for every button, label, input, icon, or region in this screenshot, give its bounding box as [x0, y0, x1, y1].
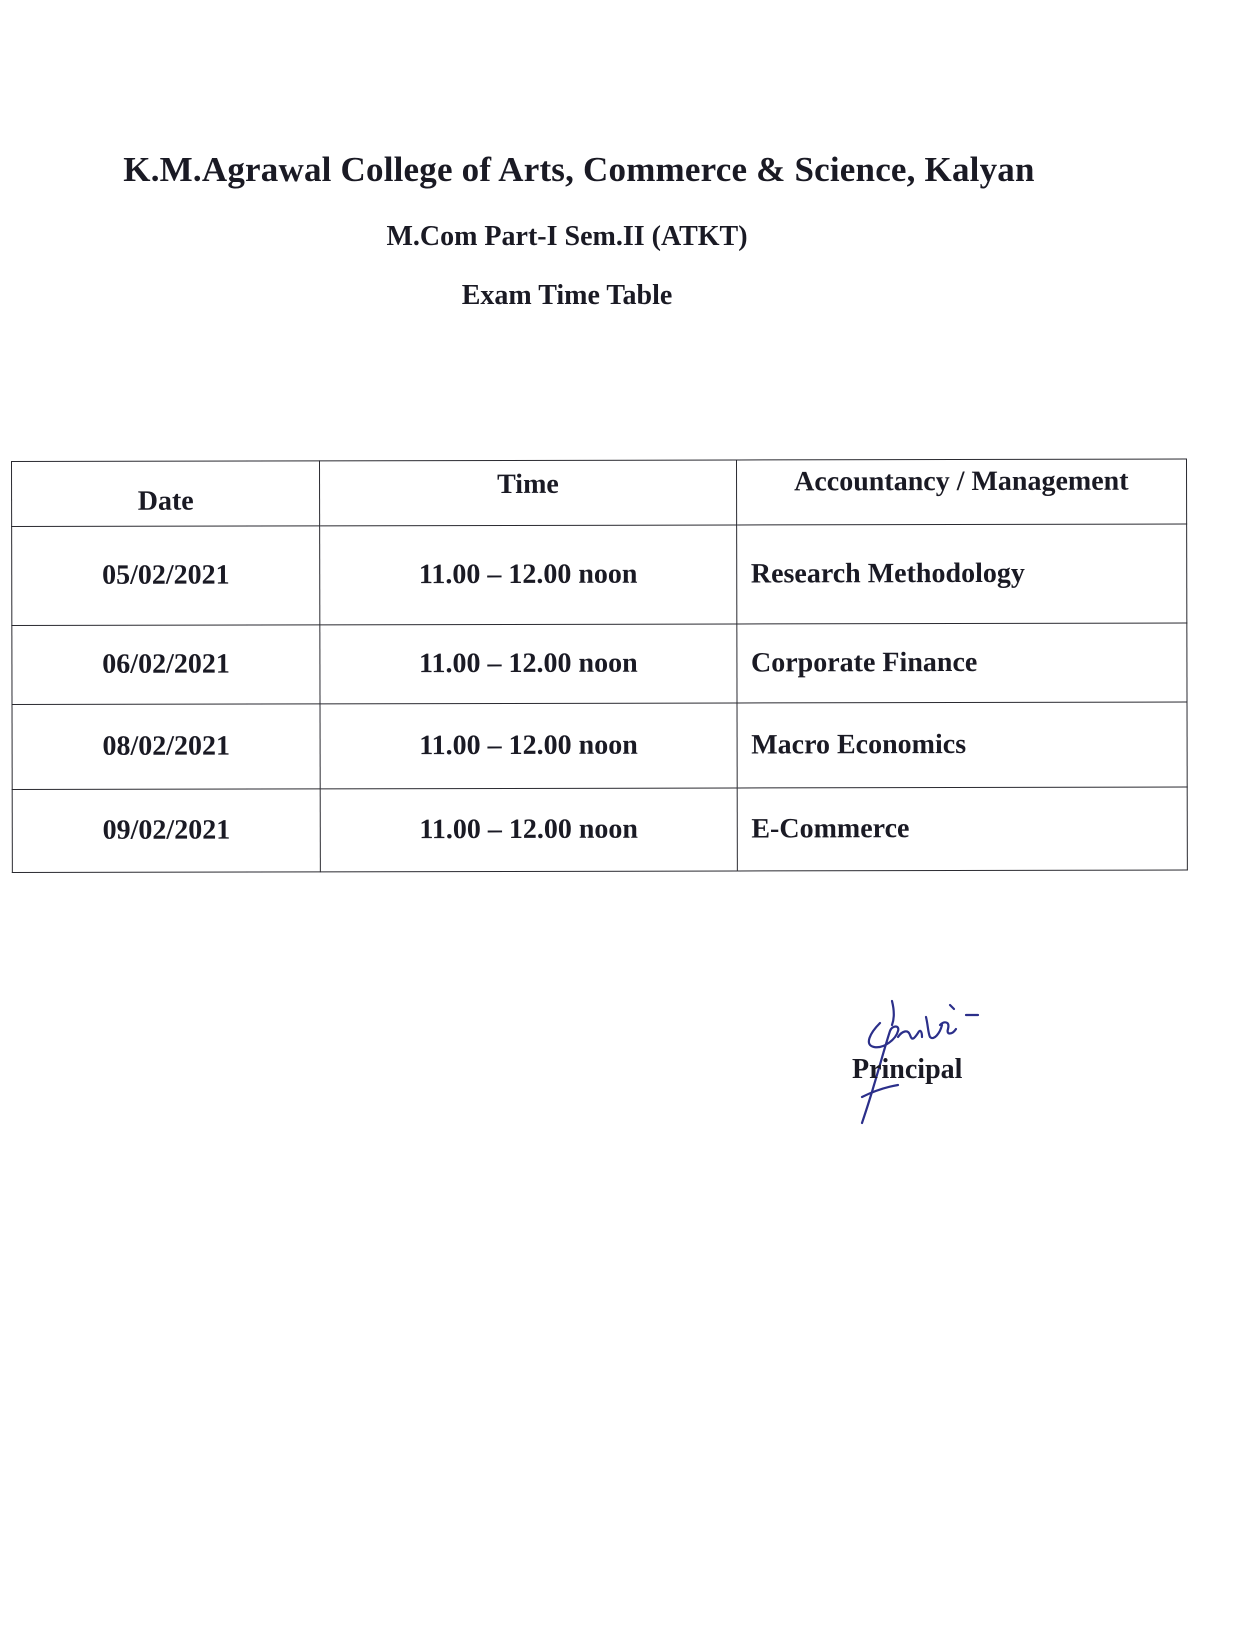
table-row: [12, 524, 1187, 625]
column-header-time: Time: [320, 460, 736, 526]
cell-subject: Corporate Finance: [736, 623, 1187, 703]
course-title: M.Com Part-I Sem.II (ATKT): [386, 221, 748, 252]
cell-date: 06/02/2021: [12, 625, 320, 705]
cell-time: 11.00 – 12.00 noon: [320, 703, 737, 789]
table-header-row: [12, 459, 1187, 526]
table-row: [12, 623, 1187, 704]
exam-timetable: [11, 459, 1188, 873]
table-row: [12, 702, 1187, 789]
cell-subject: E-Commerce: [737, 787, 1188, 871]
table-row: [12, 787, 1187, 872]
column-header-subject: Accountancy / Management: [736, 459, 1187, 525]
cell-time: 11.00 – 12.00 noon: [320, 624, 737, 704]
cell-time: 11.00 – 12.00 noon: [320, 788, 737, 872]
cell-date: 09/02/2021: [12, 789, 320, 873]
cell-time: 11.00 – 12.00 noon: [320, 525, 737, 625]
cell-date: 08/02/2021: [12, 704, 320, 790]
signature-block: [840, 995, 1040, 1135]
column-header-date: Date: [12, 461, 320, 527]
cell-subject: Research Methodology: [736, 524, 1187, 624]
college-name: K.M.Agrawal College of Arts, Commerce & Science, Kalyan: [123, 150, 1035, 189]
document-title: Exam Time Table: [461, 280, 673, 311]
cell-date: 05/02/2021: [12, 526, 320, 626]
principal-label: Principal: [852, 1054, 963, 1085]
cell-subject: Macro Economics: [737, 702, 1188, 788]
